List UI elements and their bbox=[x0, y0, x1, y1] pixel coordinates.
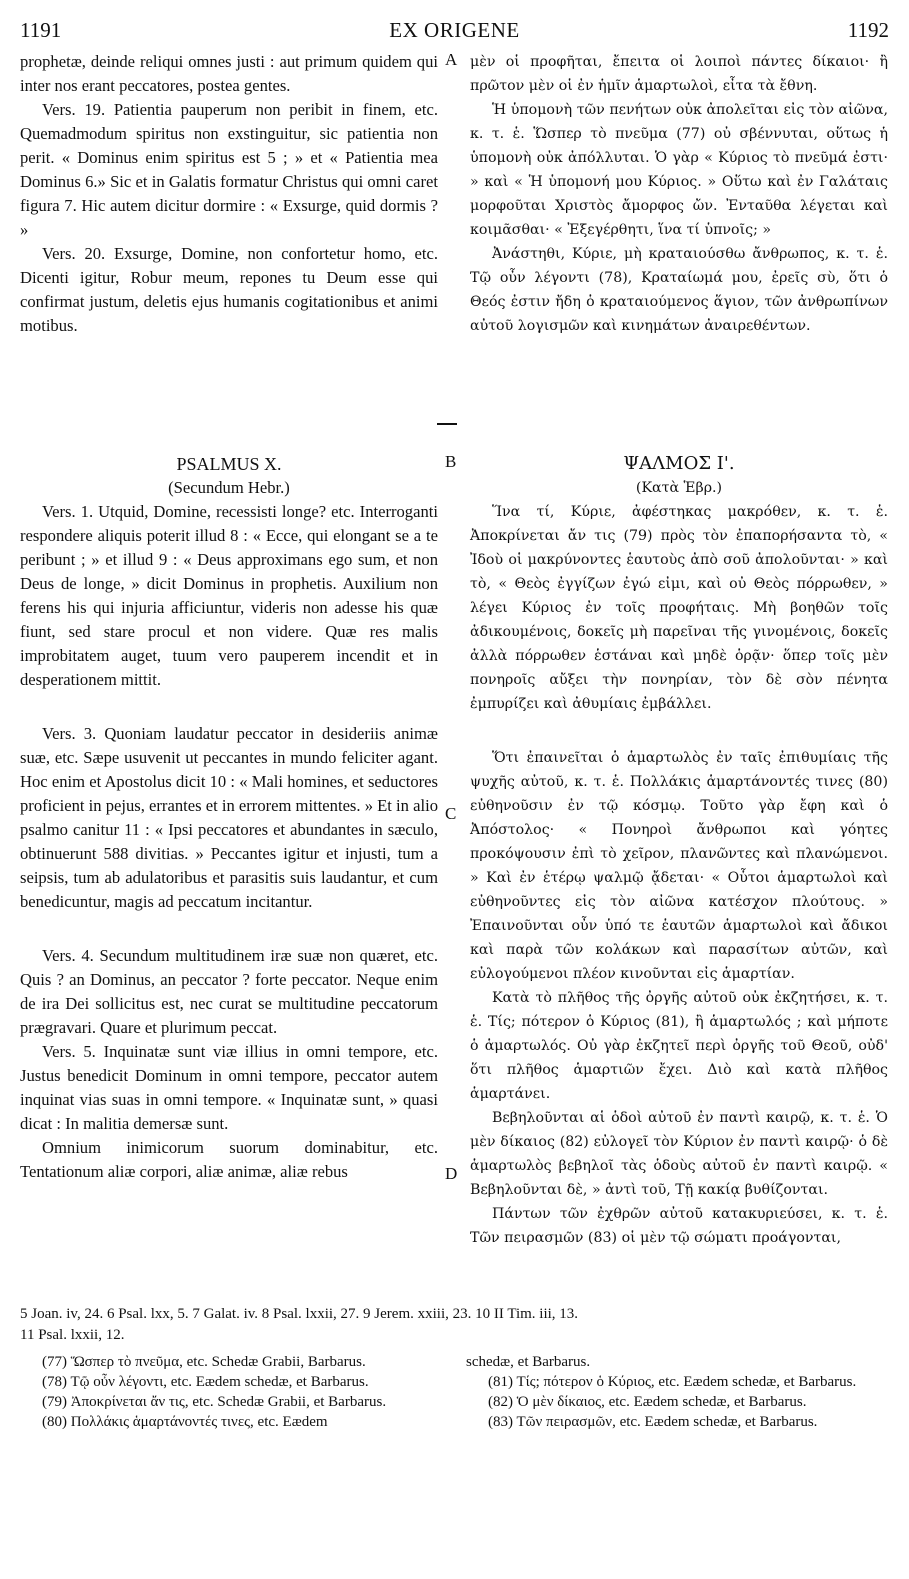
note-80-continued: schedæ, et Barbarus. bbox=[466, 1354, 591, 1370]
latin-verse-3: Vers. 3. Quoniam laudatur peccator in desideriis animæ suæ, etc. Sæpe usuvenit ut peccantes in mundo feliciter agant. Hoc enim et Apostolus dicit 10 : « Mali homines, et seductores proficient in pejus, errantes et in errorem mittentes. » Et in alio psalmo canitur 11 : « Ipsi peccatores et abundantes in sæculo, obtinuerunt 588 divitias. » Peccantes igitur et injusti, tum a seipsis, tum ab adulatoribus et parasitis suis laudantur, et cum benedicuntur, magis ad peccatum incitantur. bbox=[20, 724, 438, 911]
editorial-notes-left bbox=[20, 1352, 445, 1432]
note-83: (83) Τῶν πειρασμῶν, etc. Eædem schedæ, et Barbarus. bbox=[488, 1414, 818, 1430]
editorial-notes-right bbox=[466, 1352, 891, 1432]
greek-verse-4: Κατὰ τὸ πλῆθος τῆς ὀργῆς αὐτοῦ οὐκ ἐκζητήσει, κ. τ. ἑ. Τίς; πότερον ὁ Κύριος (81), ἢ ἁμαρτωλός ; καὶ μήποτε ὁ ἁμαρτωλός. Οὐ γὰρ ἐκζητεῖ περὶ ὀργῆς τοῦ Θεοῦ, οὐδ' ὅτι πλῆθος ἁμαρτιῶν ἔχει. Διὸ καὶ κατὰ πλῆθος ἁμαρτάνει. bbox=[470, 990, 888, 1102]
latin-paragraph: prophetæ, deinde reliqui omnes justi : aut primum quidem qui inter nos erant peccatores, postea gentes. bbox=[20, 52, 438, 95]
margin-letter-b: B bbox=[445, 452, 457, 471]
greek-verse-1: Ἵνα τί, Κύριε, ἀφέστηκας μακρόθεν, κ. τ. ἑ. Ἀποκρίνεται ἄν τις (79) πρὸς τὸν ἐπαπορήσαντα τὸ, « Ἰδοὺ οἱ μακρύνοντες ἑαυτοὺς ἀπὸ σοῦ ἀπολοῦνται· » καὶ τὸ, « Θεὸς ἐγγίζων ἐγώ εἰμι, καὶ οὐ Θεὸς πόρρωθεν, » λέγει Κύριος ἐν τοῖς προφήταις. Μὴ βοηθῶν τοῖς ἀδικουμένοις, δοκεῖς μὴ παρεῖναι τῆς γινομένοις, δοκεῖς ἀλλὰ πόρρωθεν ἑστάναι καὶ μηδὲ ὁρᾷν· ὅπερ τοῖς μὲν πονηροῖς αὔξει τὴν πονηρίαν, τὸν δὲ σὸν πένητα ἐμπυρίζει καὶ ἀθυμίαις ἐμβάλλει. bbox=[470, 504, 888, 712]
note-80: (80) Πολλάκις ἁμαρτάνοντές τινες, etc. Eædem bbox=[42, 1414, 328, 1430]
running-header bbox=[20, 18, 889, 42]
note-79: (79) Ἀποκρίνεται ἄν τις, etc. Schedæ Grabii, et Barbarus. bbox=[42, 1394, 387, 1410]
greek-verse-5b: Πάντων τῶν ἐχθρῶν αὐτοῦ κατακυριεύσει, κ. τ. ἑ. Τῶν πειρασμῶν (83) οἱ μὲν τῷ σώματι προάγονται, bbox=[470, 1206, 888, 1246]
greek-psalm-subtitle: (Κατὰ Ἑβρ.) bbox=[635, 480, 723, 496]
greek-paragraph: μὲν οἱ προφῆται, ἔπειτα οἱ λοιποὶ πάντες δίκαιοι· ἢ πρῶτον μὲν οἱ ἐν ἡμῖν ἁμαρτωλοὶ, εἶτα τὰ ἔθνη. bbox=[470, 54, 888, 94]
note-78: (78) Τῷ οὖν λέγοντι, etc. Eædem schedæ, et Barbarus. bbox=[42, 1374, 369, 1390]
section-divider bbox=[437, 423, 457, 425]
note-82: (82) Ὁ μὲν δίκαιος, etc. Eædem schedæ, et Barbarus. bbox=[488, 1394, 807, 1410]
latin-verse-4: Vers. 4. Secundum multitudinem iræ suæ non quæret, etc. Quis ? an Dominus, an peccator ? forte peccator. Neque enim de ira Dei sollicitus est, nec curat se multitudine peccatorum prægravari. Quare et plurimum peccat. bbox=[20, 946, 438, 1037]
latin-psalm-subtitle: (Secundum Hebr.) bbox=[168, 478, 290, 497]
latin-column-psalm bbox=[20, 452, 438, 1184]
greek-column-psalm bbox=[470, 452, 888, 1250]
greek-psalm-title: ΨΑΛΜΟΣ Ι'. bbox=[623, 453, 735, 474]
page-number-left: 1191 bbox=[20, 18, 62, 42]
greek-verse-3: Ὅτι ἐπαινεῖται ὁ ἁμαρτωλὸς ἐν ταῖς ἐπιθυμίαις τῆς ψυχῆς αὐτοῦ, κ. τ. ἑ. Πολλάκις ἁμαρτάνοντές τινες (80) εὐθηνοῦσιν ἐν τῷ κόσμῳ. Τοῦτο γὰρ ἔφη καὶ ὁ Ἀπόστολος· « Πονηροὶ ἄνθρωποι καὶ γόητες προκόψουσιν ἐπὶ τὸ χεῖρον, πλανῶντες καὶ πλανώμενοι. » Καὶ ἐν ἑτέρῳ ψαλμῷ ᾄδεται· « Οὗτοι ἁμαρτωλοὶ καὶ εὐθηνοῦντες εἰς τὸν αἰῶνα κατέσχον πλούτους. » Ἐπαινοῦνται οὖν ὑπό τε ἑαυτῶν ἁμαρτωλοὶ καὶ ἄδικοι καὶ παρὰ τῶν κολάκων καὶ παρασίτων αὐτῶν, καὶ εὐλογούμενοι πλέον κινοῦνται εἰς ἁμαρτίαν. bbox=[470, 750, 888, 982]
page-number-right: 1192 bbox=[847, 18, 889, 42]
latin-verse-20: Vers. 20. Exsurge, Domine, non confortetur homo, etc. Dicenti igitur, Robur meum, repones tu Deum esse qui confirmat justum, deletis ejus humanis cogitationibus et animi motibus. bbox=[20, 244, 438, 335]
greek-column-top bbox=[470, 50, 888, 338]
latin-verse-5b: Omnium inimicorum suorum dominabitur, etc. Tentationum aliæ corpori, aliæ animæ, aliæ rebus bbox=[20, 1138, 438, 1181]
latin-verse-1: Vers. 1. Utquid, Domine, recessisti longe? etc. Interroganti respondere aliquis poterit illud 8 : « Ecce, qui elongant se a te peribunt ; » et illud 9 : « Deus approximans ego sum, et non Deus de longe, » dicit Dominus in prophetis. Auxilium non ferens his qui injuria afficiuntur, videris non adesse his quæ fiunt, sed stare procul et non videre. Quæ res malis improbitatem auget, tuum vero pauperem incendit et in desperationem mittit. bbox=[20, 502, 438, 689]
margin-letter-c: C bbox=[445, 804, 457, 823]
running-title: EX ORIGENE bbox=[389, 18, 520, 42]
scripture-footnotes-line-2: 11 Psal. lxxii, 12. bbox=[20, 1327, 125, 1343]
margin-letter-d: D bbox=[445, 1164, 458, 1183]
latin-verse-5: Vers. 5. Inquinatæ sunt viæ illius in omni tempore, etc. Justus benedicit Dominum in omni tempore, peccator autem inquinat vias suas in omni tempore. « Inquinatæ sunt, » quasi dicat : In malitia demersæ sunt. bbox=[20, 1042, 438, 1133]
greek-verse-19: Ἡ ὑπομονὴ τῶν πενήτων οὐκ ἀπολεῖται εἰς τὸν αἰῶνα, κ. τ. ἑ. Ὥσπερ τὸ πνεῦμα (77) οὐ σβέννυται, οὕτως ἡ ὑπομονὴ οὐκ ἀπόλλυται. Ὁ γὰρ « Κύριος τὸ πνεῦμά ἐστι· » καὶ « Ἡ ὑπομονή μου Κύριος. » Οὕτω καὶ ἐν Γαλάταις μορφοῦται Χριστὸς ἄμορφος ὤν. Ἐνταῦθα λέγεται καὶ κοιμᾶσθαι· « Ἐξεγέρθητι, ἵνα τί ὑπνοῖς; » bbox=[470, 102, 888, 238]
latin-verse-19: Vers. 19. Patientia pauperum non peribit in finem, etc. Quemadmodum spiritus non exstinguitur, sic patientia non perit. « Dominus enim spiritus est 5 ; » et « Patientia mea Dominus 6.» Sic et in Galatis formatur Christus qui omni caret figura 7. Hic autem dicitur dormire : « Exsurge, quid dormis ? » bbox=[20, 100, 438, 239]
scripture-footnotes-line-1: 5 Joan. iv, 24. 6 Psal. lxx, 5. 7 Galat. iv. 8 Psal. lxxii, 27. 9 Jerem. xxiii, 23. 10 II Tim. iii, 13. bbox=[20, 1306, 579, 1322]
latin-psalm-title: PSALMUS X. bbox=[176, 454, 282, 474]
latin-column-top bbox=[20, 50, 438, 338]
margin-letter-a: A bbox=[445, 50, 458, 69]
greek-verse-5: Βεβηλοῦνται αἱ ὁδοὶ αὐτοῦ ἐν παντὶ καιρῷ, κ. τ. ἑ. Ὁ μὲν δίκαιος (82) εὐλογεῖ τὸν Κύριον ἐν παντὶ καιρῷ· ὁ δὲ ἁμαρτωλὸς βεβηλοῖ τὰς ὁδοὺς αὐτοῦ ἐν παντὶ καιρῷ. « Βεβηλοῦνται δὲ, » ἀντὶ τοῦ, Τῇ κακίᾳ βυθίζονται. bbox=[470, 1110, 888, 1198]
note-77: (77) Ὥσπερ τὸ πνεῦμα, etc. Schedæ Grabii, Barbarus. bbox=[42, 1354, 366, 1370]
greek-verse-20: Ἀνάστηθι, Κύριε, μὴ κραταιούσθω ἄνθρωπος, κ. τ. ἑ. Τῷ οὖν λέγοντι (78), Κραταίωμά μου, ἐρεῖς σὺ, ὅτι ὁ Θεός ἐστιν ἤδη ὁ κραταιούμενος ἅγιον, τῶν ἀνθρωπίνων αὐτοῦ λογισμῶν καὶ κινημάτων ἀναιρεθέντων. bbox=[470, 246, 888, 334]
note-81: (81) Τίς; πότερον ὁ Κύριος, etc. Eædem schedæ, et Barbarus. bbox=[488, 1374, 857, 1390]
